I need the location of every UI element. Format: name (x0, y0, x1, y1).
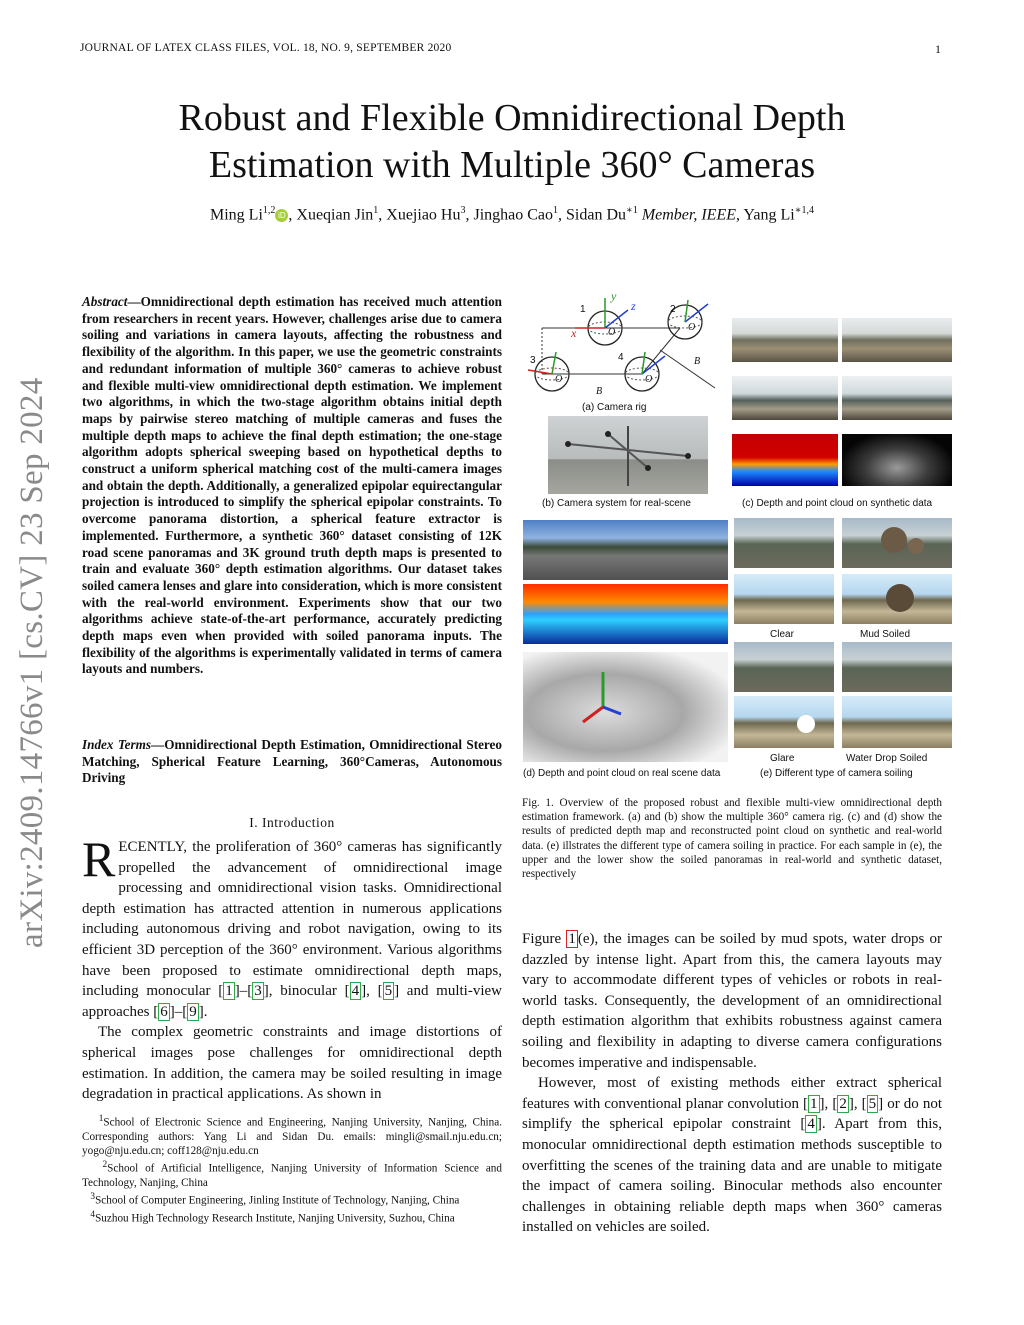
glare-icon (734, 696, 834, 748)
footnote-3-text: School of Computer Engineering, Jinling Institute of Technology, Nanjing, China (95, 1195, 460, 1208)
intro-binocular-text: , binocular (268, 983, 345, 1000)
footnote-4 (82, 1208, 502, 1226)
baseline-line (660, 350, 715, 388)
label-soiling-types: (e) Different type of camera soiling (760, 768, 913, 779)
intro-comma: , (366, 983, 370, 1000)
point-cloud-axes-icon (523, 652, 728, 762)
footnote-1-mark: 1 (98, 1114, 104, 1124)
title-line-1: Robust and Flexible Omnidirectional Depth (178, 97, 846, 139)
soiling-sample-water (842, 642, 952, 692)
page-number: 1 (935, 42, 941, 56)
author-5: , Sidan Du (558, 206, 627, 224)
camera-4 (625, 352, 665, 391)
baseline-label: B (596, 386, 603, 397)
author-6-affil: ∗1,4 (794, 205, 814, 216)
citation-link[interactable]: 5 (384, 983, 393, 1000)
intro-paragraph-2: The complex geometric constraints and image distortions of spherical images pose challenges for omnidirectional depth estimation. In addition, the camera may be soiled resulting in image degradation in practical applications. As shown in (82, 1024, 502, 1103)
footnotes (82, 1112, 502, 1226)
author-3: , Xuejiao Hu (378, 206, 461, 224)
axis-y-label: y (611, 290, 617, 303)
right-paragraph-1 (522, 929, 942, 1073)
intro-p1-text: ECENTLY, the proliferation of 360° cameras has significantly propelled the advancement of omnidirectional image processing and omnidirectional vision tasks. Omnidirectional depth estimation has attracted attention in numerous applications including autonomous driving and robot navigation, owing to its efficient 3D perception of the 360° environment. Various algorithms have been proposed to estimate omnidirectional depth maps, including monocular (82, 839, 502, 1000)
soiling-sample-clear (734, 518, 834, 568)
label-water-drop: Water Drop Soiled (846, 753, 928, 764)
soiling-sample-glare (734, 642, 834, 692)
right-paragraph-2: However, most of existing methods either extract spherical features with conventional planar convolution [ 1 ], [ 2 ], [ 5 ] or do not simplify the spherical epipolar constraint [ 4 ]. Apart from this, monocular omnidirectional depth estimation methods susceptible to overfitting the scenes of the training data and are unable to mitigate the impact of camera soiling. Binocular methods also encounter challenges in obtaining reliable depth maps when 360° cameras installed on vehicles are soiled. (522, 1075, 943, 1236)
label-synthetic-depth: (c) Depth and point cloud on synthetic data (742, 498, 933, 509)
label-glare: Glare (770, 753, 795, 764)
soiling-sample-water-synthetic (842, 696, 952, 748)
author-5-role: Member, IEEE (637, 206, 736, 224)
citation-link[interactable]: 6 (160, 1003, 168, 1020)
real-scene-panorama (523, 520, 728, 580)
footnote-1 (82, 1112, 502, 1158)
citation-link[interactable]: 3 (254, 983, 262, 1000)
real-scene-point-cloud (523, 652, 728, 762)
citation-link[interactable]: 1 (225, 983, 233, 1000)
orcid-icon[interactable]: iD (275, 209, 288, 222)
citation-link[interactable]: 1 (810, 1095, 818, 1112)
footnote-2-text: School of Artificial Intelligence, Nanjing University of Information Science and Technology, Nanjing, China (82, 1163, 502, 1190)
origin-label: O (645, 374, 653, 385)
author-4-affil: 1 (553, 205, 559, 216)
author-3-affil: 3 (460, 205, 466, 216)
footnote-4-text: Suzhou High Technology Research Institute, Nanjing University, Suzhou, China (95, 1213, 455, 1226)
author-list (80, 205, 944, 224)
abstract-text: —Omnidirectional depth estimation has received much attention from researchers in recent years. However, challenges arise due to camera soiling and variations in camera layouts, affecting the robustness and flexibility of the algorithm. In this paper, we use the geometric constraints and redundant information of multiple 360° cameras to achieve robust and flexible multi-view omnidirectional depth estimation. We implement two algorithms, in which the two-stage algorithm obtains initial depth maps by pairwise stereo matching of multiple cameras and fuses the multiple depth maps to achieve the final depth estimation; the one-stage algorithm adopts spherical sweeping based on hypothetical depths to construct a uniform spherical matching cost of the multi-camera images and obtain the depth. Additionally, a generalized epipolar equirectangular projection is introduced to simplify the spherical epipolar constraints. To overcome panorama distortion, a spherical feature extractor is implemented. Furthermore, a synthetic 360° dataset consisting of 12K road scene panoramas and 3K ground truth depth maps is presented to train and evaluate 360° depth estimation algorithms. Our dataset takes soiled camera lenses and glare into consideration, which is more consistent with the real-world environment. Experiments show that our two algorithms achieve state-of-the-art performance, accurately predicting depth maps even when provided with soiled panorama inputs. The flexibility of the algorithms is experimentally validated in terms of camera layouts and numbers. (82, 294, 502, 677)
abstract (82, 294, 502, 678)
intro-dash-2: – (174, 1003, 183, 1020)
author-6: , Yang Li (736, 206, 795, 224)
figure-link[interactable]: 1 (568, 931, 576, 947)
intro-paragraph-1: RECENTLY, the proliferation of 360° cameras has significantly propelled the advancement of omnidirectional image processing and omnidirectional vision tasks. Omnidirectional depth estimation has attracted attention in numerous applications including autonomous driving and robot navigation, owing to its efficient 3D perception of the 360° environment. Various algorithms have been proposed to estimate omnidirectional depth maps, including monocular [ 1 ]–[ 3 ], binocular [ 4 ], [ 5 ] and multi-view approaches [ 6 ]–[ 9 ]. (82, 831, 502, 1020)
real-scene-depth-map (523, 584, 728, 644)
synthetic-depth-map (732, 434, 838, 486)
camera-stand-icon (548, 416, 708, 494)
citation-link[interactable]: 2 (839, 1095, 847, 1112)
intro-period: . (203, 1003, 208, 1020)
index-terms (82, 737, 502, 787)
label-real-depth: (d) Depth and point cloud on real scene data (523, 768, 721, 779)
title-line-2: Estimation with Multiple 360° Cameras (208, 144, 816, 186)
figure-1 (520, 290, 954, 790)
right-p2-text-c: . Apart from this, monocular omnidirectional depth estimation methods susceptible to overfitting the scenes of the training data and are unable to mitigate the impact of camera soiling. Binocular methods also encounter challenges in obtaining reliable depth maps when 360° cameras installed on vehicles are soiled. (522, 1116, 943, 1236)
right-p2-text-b: or do not simplify the spherical epipolar constraint (522, 1095, 943, 1133)
dropcap: R (82, 831, 116, 887)
right-sep-1: , (824, 1095, 833, 1112)
soiling-sample-clear-synthetic (734, 574, 834, 624)
soiling-sample-glare-synthetic (734, 696, 834, 748)
baseline-label: B (694, 356, 701, 367)
abstract-label: Abstract (82, 294, 128, 309)
citation-link[interactable]: 5 (868, 1095, 877, 1112)
axis-z-label: z (631, 299, 636, 313)
right-sep-2: , (853, 1095, 862, 1112)
synthetic-panorama (732, 318, 838, 362)
right-p1-text: (e), the images can be soiled by mud spots, water drops or dazzled by intense light. Apart from this, the camera layouts may vary to accommodate different types of vehicles or robots in real-world tasks. Consequently, the development of an omnidirectional depth estimation algorithm that exhibits robustness against camera soiling and flexibility in adapting to diverse camera configurations becomes imperative and indispensable. (522, 931, 942, 1071)
axis-x-label: x (571, 326, 577, 340)
camera-3-label: 3 (530, 355, 536, 366)
author-5-affil: ∗1 (626, 205, 638, 216)
author-4: , Jinghao Cao (465, 206, 554, 224)
footnote-4-mark: 4 (90, 1210, 96, 1221)
synthetic-panorama (842, 318, 952, 362)
author-2-affil: 1 (373, 205, 379, 216)
mud-spot-icon (842, 574, 952, 624)
right-p2-text-a: However, most of existing methods either extract spherical features with conventional planar convolution (522, 1075, 942, 1112)
camera-2-label: 2 (670, 304, 676, 315)
camera-4-label: 4 (618, 352, 624, 363)
origin-label: O (555, 374, 563, 385)
author-2: , Xueqian Jin (288, 206, 374, 224)
figure-word: Figure (522, 931, 567, 947)
right-column-text (522, 929, 942, 1238)
camera-1-label: 1 (580, 304, 586, 315)
soiling-sample-mud-synthetic (842, 574, 952, 624)
running-header: JOURNAL OF LATEX CLASS FILES, VOL. 18, NO. 9, SEPTEMBER 2020 (80, 42, 452, 54)
camera-rig-diagram (520, 290, 735, 402)
mud-spot-icon (842, 518, 952, 568)
paper-title (80, 95, 944, 189)
synthetic-panorama (732, 376, 838, 420)
index-terms-label: Index Terms (82, 737, 152, 752)
footnote-1-text: School of Electronic Science and Engineering, Nanjing University, Nanjing, China. Corresponding authors: Yang Li and Sidan Du. emails: mingli@smail.nju.edu.cn; yogo@nju.edu.cn; coff128@nju.edu.cn (82, 1116, 503, 1158)
origin-label: O (688, 322, 696, 333)
section-heading: I. Introduction (249, 815, 335, 830)
citation-link[interactable]: 4 (351, 983, 360, 1000)
origin-label: O (608, 327, 616, 338)
author-1-affil: 1,2 (262, 205, 276, 216)
footnote-2-mark: 2 (102, 1160, 108, 1171)
synthetic-point-cloud (842, 434, 952, 486)
label-camera-system: (b) Camera system for real-scene (542, 498, 691, 509)
citation-link[interactable]: 9 (189, 1003, 197, 1020)
label-mud-soiled: Mud Soiled (860, 629, 911, 640)
camera-system-photo (548, 416, 708, 494)
synthetic-panorama (842, 376, 952, 420)
label-clear: Clear (770, 629, 794, 640)
footnote-3-mark: 3 (90, 1192, 96, 1203)
soiling-sample-mud (842, 518, 952, 568)
citation-link[interactable]: 4 (807, 1116, 815, 1133)
footnote-3 (82, 1190, 502, 1208)
index-terms-text: —Omnidirectional Depth Estimation, Omnidirectional Stereo Matching, Spherical Feature Learning, 360°Cameras, Autonomous Driving (82, 737, 502, 786)
arxiv-stamp: arXiv:2409.14766v1 [cs.CV] 23 Sep 2024 (14, 377, 50, 948)
author-1: Ming Li (210, 206, 263, 224)
intro-dash-1: – (239, 983, 248, 1000)
introduction-text (82, 831, 502, 1105)
figure-caption: Fig. 1. Overview of the proposed robust and flexible multi-view omnidirectional depth estimation framework. (a) and (b) show the multiple 360° camera rig. (c) and (d) show the results of predicted depth map and reconstructed point cloud on synthetic and real-world data. (e) illstrates the different type of camera soiling in practice. For each sample in (e), the upper and the lower show the soiled panoramas in real-world and synthetic dataset, respectively (522, 797, 942, 881)
footnote-2 (82, 1158, 502, 1190)
intro-multi-text: and multi-view approaches (82, 983, 502, 1020)
label-camera-rig: (a) Camera rig (582, 402, 647, 413)
